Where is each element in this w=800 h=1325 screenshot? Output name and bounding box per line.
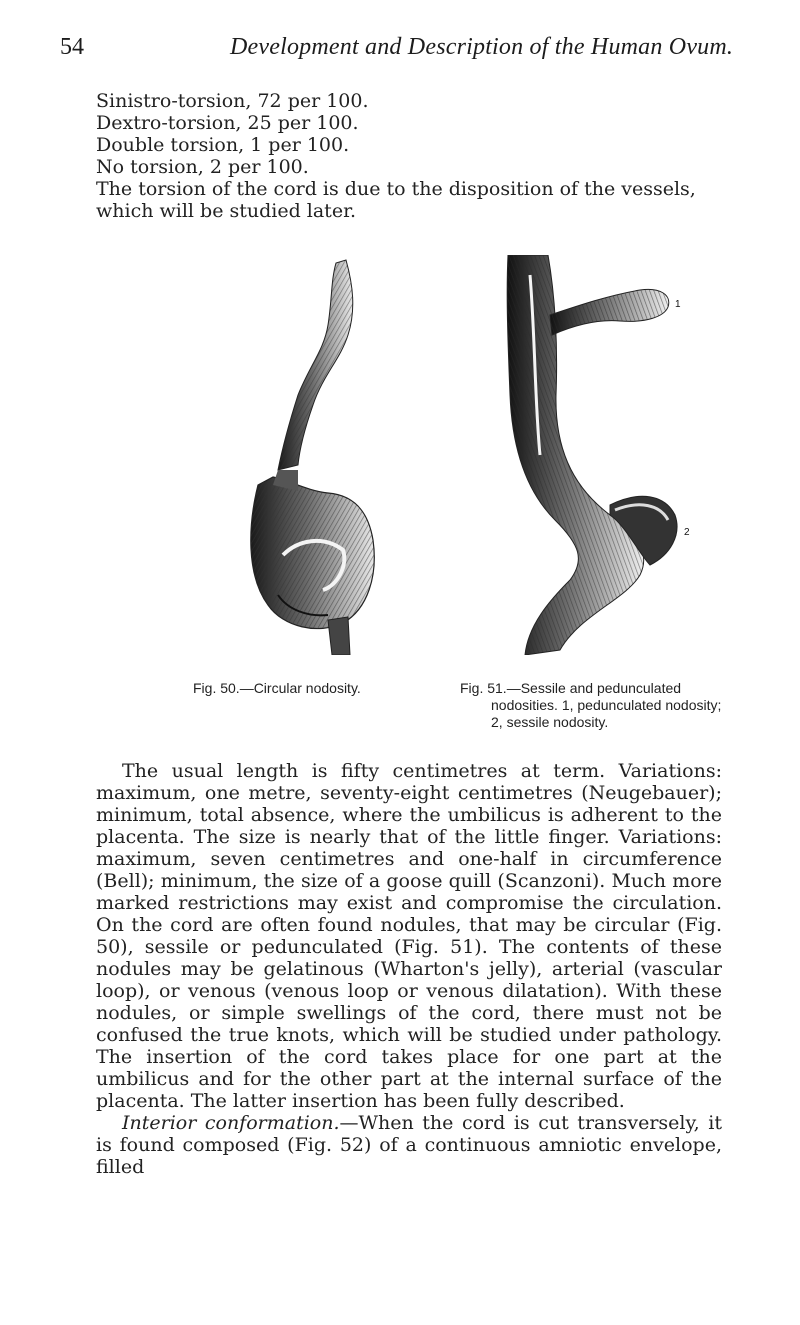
torsion-statistics [96, 90, 722, 222]
caption-line: 2, sessile nodosity. [491, 714, 609, 730]
figure-51-caption [460, 680, 750, 731]
circular-nodosity-drawing [228, 255, 393, 655]
figure-marker-1: 1 [675, 299, 681, 310]
torsion-line: Double torsion, 1 per 100. [96, 134, 350, 156]
figure-marker-2: 2 [684, 527, 690, 538]
sessile-pedunculated-nodosities-drawing [500, 255, 730, 655]
page-number: 54 [60, 34, 84, 60]
figure-group [0, 255, 800, 655]
figure-captions [0, 680, 800, 740]
figure-50-caption: Fig. 50.—Circular nodosity. [193, 680, 361, 696]
figure-50-illustration [228, 255, 393, 655]
interior-text: —When the cord is cut transversely, it is found composed (Fig. 52) of a continuous amniotic envelope, filled [96, 1112, 722, 1178]
page-header [60, 34, 740, 70]
paragraph-interior-conformation [96, 1112, 722, 1178]
paragraph-cord-length: The usual length is fifty centimetres at term. Variations: maximum, one metre, seventy-eight centimetres (Neugebauer); minimum, total absence, where the umbilicus is adherent to the placenta. The size is nearly that of the little finger. Variations: maximum, seven centimetres and one-half in circumference (Bell); minimum, the size of a goose quill (Scanzoni). Much more marked restrictions may exist and compromise the circulation. On the cord are often found nodules, that may be circular (Fig. 50), sessile or pedunculated (Fig. 51). The contents of these nodules may be gelatinous (Wharton's jelly), arterial (vascular loop), or venous (venous loop or venous dilatation). With these nodules, or simple swellings of the cord, there must not be confused the true knots, which will be studied under pathology. The insertion of the cord takes place for one part at the umbilicus and for the other part at the internal surface of the placenta. The latter insertion has been fully described. [96, 760, 722, 1112]
figure-51-illustration [500, 255, 730, 655]
main-text [96, 760, 722, 1178]
torsion-line: No torsion, 2 per 100. [96, 156, 309, 178]
caption-line: Fig. 51.—Sessile and pedunculated [460, 680, 682, 696]
torsion-line: Dextro-torsion, 25 per 100. [96, 112, 359, 134]
running-title: Development and Description of the Human Ovum. [230, 34, 734, 60]
caption-line: nodosities. 1, pedunculated nodosity; [491, 697, 722, 713]
torsion-line: Sinistro-torsion, 72 per 100. [96, 90, 369, 112]
interior-heading: Interior conformation. [122, 1112, 340, 1134]
torsion-paragraph: The torsion of the cord is due to the disposition of the vessels, which will be studied later. [96, 178, 696, 222]
